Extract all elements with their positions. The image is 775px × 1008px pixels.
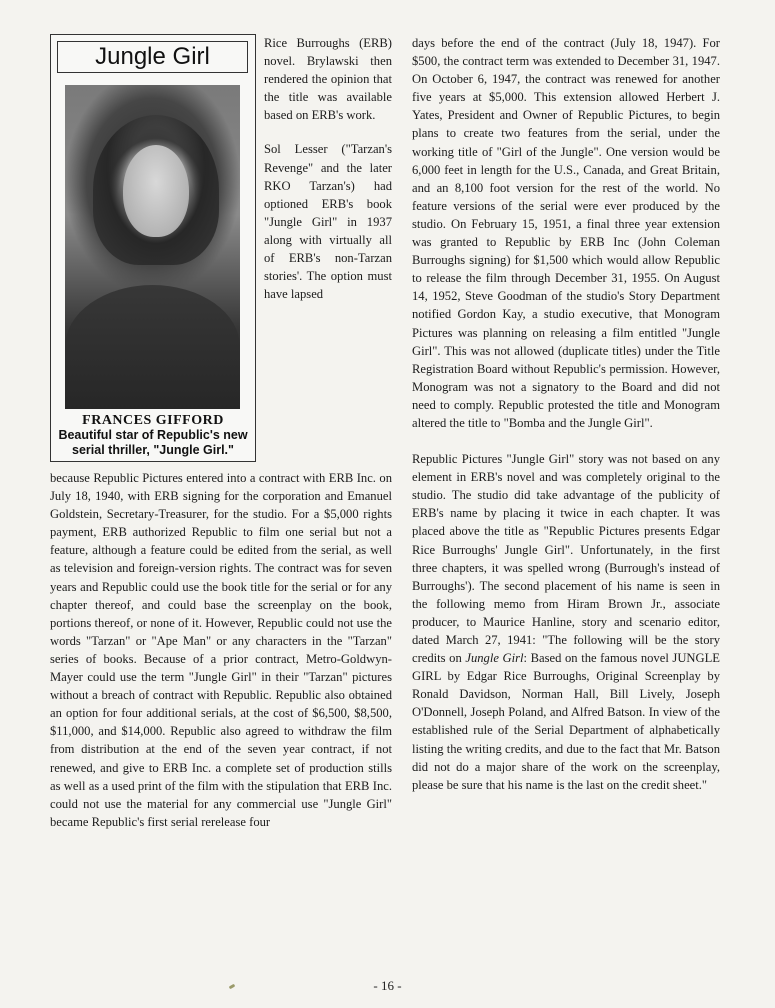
right-column (412, 34, 720, 794)
photo-face (123, 145, 189, 237)
page-number: - 16 - (373, 978, 402, 993)
caption-name: FRANCES GIFFORD (82, 413, 224, 428)
paragraph: days before the end of the contract (July 18, 1947). For $500, the contract term was extended to December 31, 1947. On October 6, 1947, the contract was renewed for another five years at $5,000. This extension allowed Herbert J. Yates, President and Owner of Republic Pictures, to begin plans to create two features from the serial, under the working title of "Girl of the Jungle". One version would be 6,000 feet in length for the U.S., Canada, and Great Britain, and an 8,100 foot version for the rest of the world. No feature versions of the serial were ever produced by the studio. On February 15, 1951, a final three year extension was granted to Republic by ERB Inc (John Coleman Burroughs signing) for $1,500 which would allow Republic to release the film through December 31, 1955. On August 14, 1952, Steve Goodman of the studio's Story Department notified Gordon Kay, a studio executive, that Monogram Pictures was planning on releasing a film entitled "Jungle Girl". This was not allowed (duplicate titles) under the Title Registration Board without Republic's permission. However, Monogram was not a signatory to the Board and did not need to comply. Republic protested the title and Monogram altered the title to "Bomba and the Jungle Girl". (412, 36, 720, 430)
paragraph (412, 450, 720, 794)
sidebar-title: Jungle Girl (57, 41, 248, 73)
photo-shoulders (65, 285, 240, 409)
paragraph: because Republic Pictures entered into a contract with ERB Inc. on July 18, 1940, with ERB signing for the corporation and Emanuel Goldstein, Secretary-Treasurer, for the studio. For a $5,000 rights payment, ERB authorized Republic to film one serial but not a feature, although a feature could be edited from the serial, as well as television and foreign-version rights. The contract was for seven years and Republic could use the book title for the serial or for any chapter thereof, and could base the screenplay on the book, portions thereof, or none of it. However, Republic could not use the words "Tarzan" or "Ape Man" or any characters in the "Tarzan" series of books. Because of a prior contract, Metro-Goldwyn-Mayer could use the term "Jungle Girl" in their "Tarzan" pictures without a breach of contract with Republic. Republic also obtained an option for four additional serials, at the cost of $6,500, $8,500, $11,000, and $14,000. Republic also agreed to withdraw the film from distribution at the end of the seven year contract, if not renewed, and give to ERB Inc. a complete set of production stills as well as a used print of the film with the stipulation that ERB Inc. could not use the material for any commercial use "Jungle Girl" became Republic's first serial rerelease four (50, 471, 392, 829)
portrait-photo (65, 85, 240, 409)
left-column (50, 34, 392, 831)
paragraph-text: Republic Pictures "Jungle Girl" story was not based on any element in ERB's novel and was completely original to the studio. The studio did take advantage of the publicity of ERB's name by placing it twice in each chapter. It was placed above the title as "Republic Pictures presents Edgar Rice Burroughs' Jungle Girl". Unfortunately, in the first three chapters, it was spelled wrong (Burrough's instead of Burroughs'). The second placement of his name is seen in the following memo from Hiram Brown Jr., associate producer, to Maurice Hanline, story and scenario editor, dated March 27, 1941: "The following will be the story credits on (412, 452, 720, 666)
photo-sidebar (50, 34, 256, 462)
paragraph: Sol Lesser ("Tarzan's Revenge" and the later RKO Tarzan's) had optioned ERB's book "Jungle Girl" in 1937 along with virtually all of ERB's non-Tarzan stories'. The option must have lapsed (264, 142, 392, 302)
paragraph: Rice Burroughs (ERB) novel. Brylawski then rendered the opinion that the title was available based on ERB's work. (264, 36, 392, 123)
italic-title: Jungle Girl (465, 651, 524, 666)
paragraph-text: : Based on the famous novel JUNGLE GIRL by Edgar Rice Burroughs, Original Screenplay by Ronald Davidson, Norman Hall, Bill Lively, Joseph O'Donnell, Joseph Poland, and Alfred Batson. In view of the established rule of the Serial Department of alphabetically listing the writing credits, and due to the fact that Mr. Batson did not do a major share of the work on the screenplay, please be sure that his name is the last on the credit sheet." (412, 651, 720, 792)
photo-caption (55, 413, 251, 458)
caption-description: Beautiful star of Republic's new serial thriller, "Jungle Girl." (58, 428, 248, 457)
